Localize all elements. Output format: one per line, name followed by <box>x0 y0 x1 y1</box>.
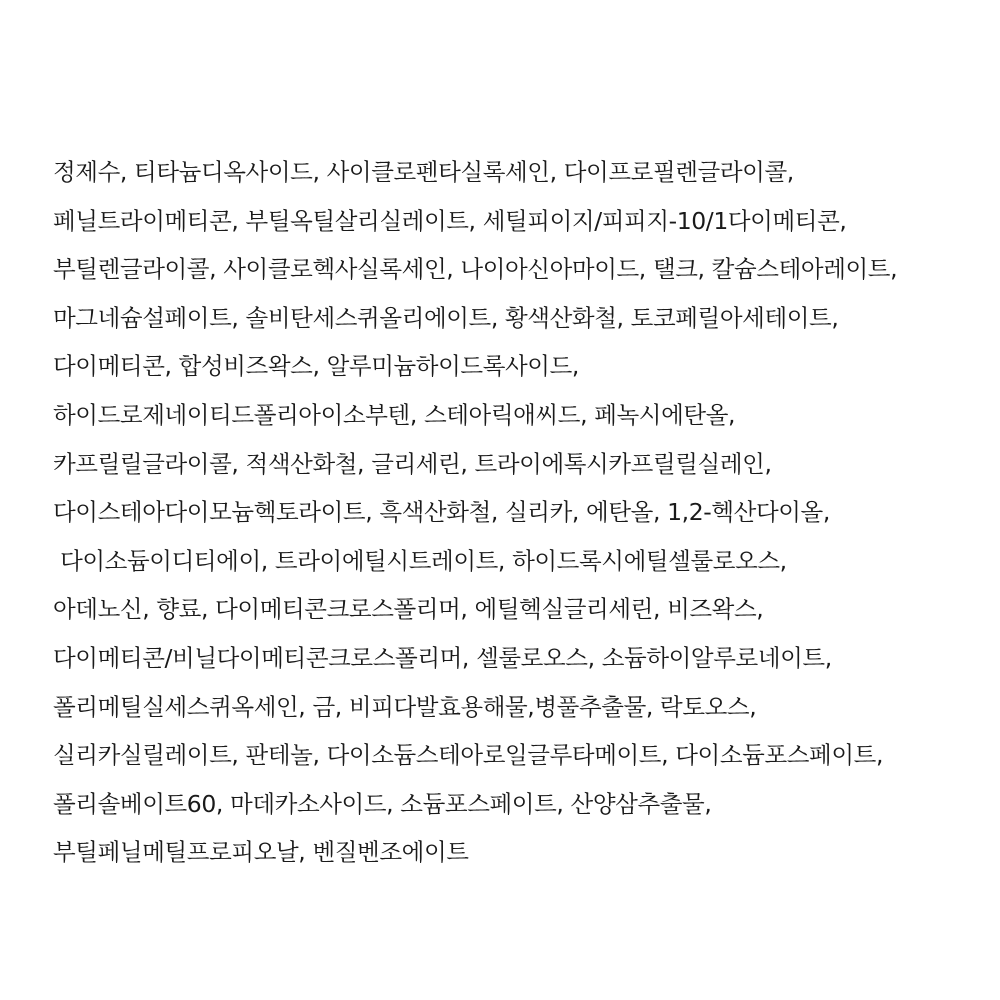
ingredient-line-5: 다이메티콘, 합성비즈왁스, 알루미늄하이드록사이드, <box>53 352 579 381</box>
ingredient-line-4: 마그네슘설페이트, 솔비탄세스퀴올리에이트, 황색산화철, 토코페릴아세테이트, <box>53 303 839 332</box>
ingredient-line-10: 아데노신, 향료, 다이메티콘크로스폴리머, 에틸헥실글리세린, 비즈왁스, <box>53 595 764 624</box>
ingredient-line-13: 실리카실릴레이트, 판테놀, 다이소듐스테아로일글루타메이트, 다이소듐포스페이트, <box>53 741 884 770</box>
ingredient-line-1: 정제수, 티타늄디옥사이드, 사이클로펜타실록세인, 다이프로필렌글라이콜, <box>53 158 794 186</box>
ingredient-line-11: 다이메티콘/비닐다이메티콘크로스폴리머, 셀룰로오스, 소듐하이알루로네이트, <box>53 643 832 672</box>
ingredient-line-15: 부틸페닐메틸프로피오날, 벤질벤조에이트 <box>53 838 469 867</box>
ingredient-line-8: 다이스테아다이모늄헥토라이트, 흑색산화철, 실리카, 에탄올, 1,2-헥산다이올, <box>53 498 830 527</box>
ingredient-line-6: 하이드로제네이티드폴리아이소부텐, 스테아릭애씨드, 페녹시에탄올, <box>53 400 736 429</box>
ingredient-line-12: 폴리메틸실세스퀴옥세인, 금, 비피다발효용해물,병풀추출물, 락토오스, <box>53 692 757 721</box>
ingredients-list <box>53 148 993 877</box>
ingredient-line-9: 다이소듐이디티에이, 트라이에틸시트레이트, 하이드록시에틸셀룰로오스, <box>53 546 787 575</box>
ingredient-line-3: 부틸렌글라이콜, 사이클로헥사실록세인, 나이아신아마이드, 탤크, 칼슘스테아레이트, <box>53 255 898 284</box>
ingredient-line-2: 페닐트라이메티콘, 부틸옥틸살리실레이트, 세틸피이지/피피지-10/1다이메티콘, <box>53 206 847 235</box>
ingredient-line-14: 폴리솔베이트60, 마데카소사이드, 소듐포스페이트, 산양삼추출물, <box>53 789 712 818</box>
ingredient-line-7: 카프릴릴글라이콜, 적색산화철, 글리세린, 트라이에톡시카프릴릴실레인, <box>53 449 772 478</box>
